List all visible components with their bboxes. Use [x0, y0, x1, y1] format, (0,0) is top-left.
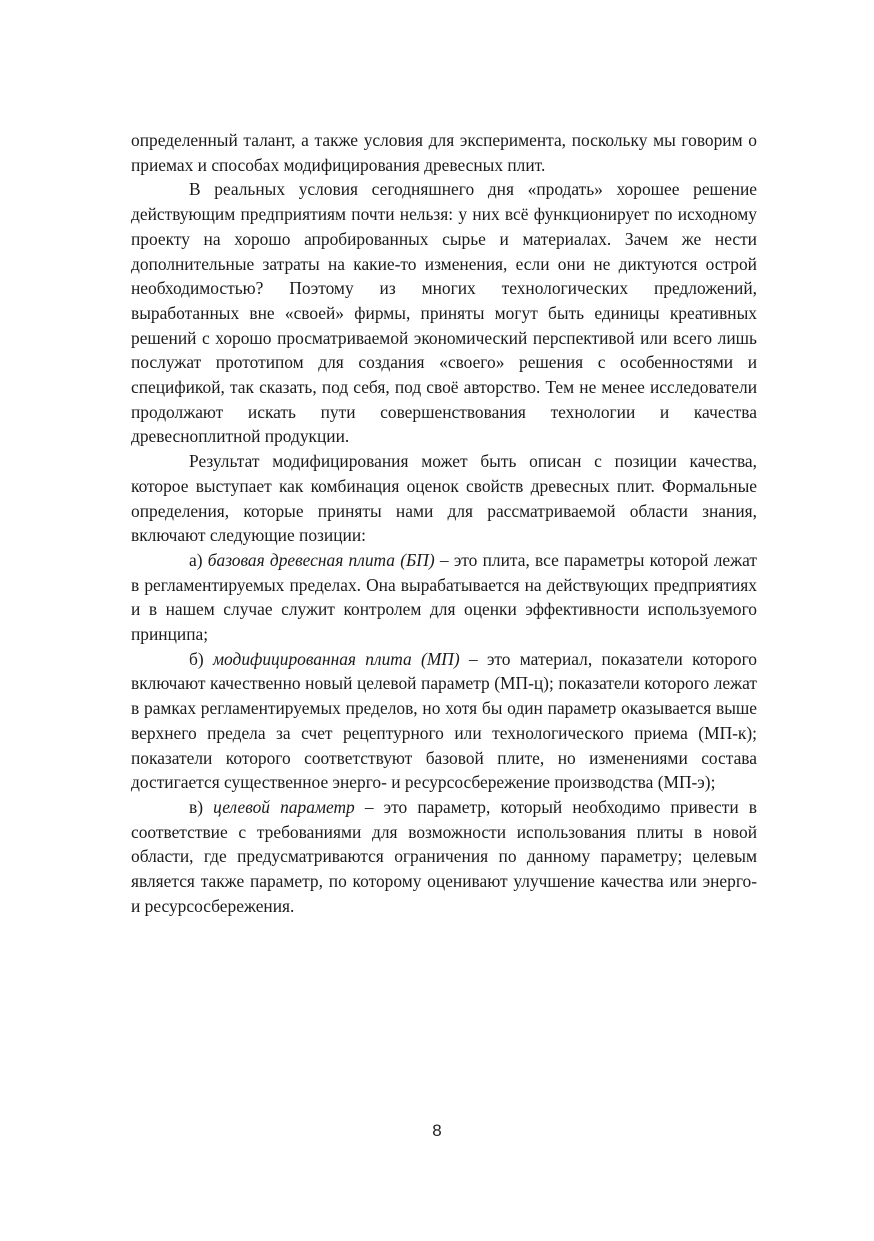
page-body: [131, 128, 757, 919]
page-number: 8: [432, 1121, 442, 1140]
item-c-text: – это параметр, который необходимо привести в соответствие с требованиями для возможности использования плиты в новой области, где предусматриваются ограничения по данному параметру; целевым является также параметр, по которому оценивают улучшение качества или энерго- и ресурсосбережения.: [131, 796, 757, 916]
definition-item-a: [131, 548, 757, 647]
item-b-term: модифицированная плита (МП): [212, 648, 460, 669]
item-c-prefix: в): [189, 796, 214, 817]
paragraph-intro: определенный талант, а также условия для эксперимента, поскольку мы говорим о приемах и способах модифицирования древесных плит.: [131, 130, 757, 175]
definition-item-b: [131, 647, 757, 795]
paragraph-market: В реальных условия сегодняшнего дня «продать» хорошее решение действующим предприятиям почти нельзя: у них всё функционирует по исходному проекту на хорошо апробированных сырье и материалах. Зачем же нести дополнительные затраты на какие-то изменения, если они не диктуются острой необходимостью? Поэтому из многих технологических предложений, выработанных вне «своей» фирмы, приняты могут быть единицы креативных решений с хорошо просматриваемой экономический перспективой или всего лишь послужат прототипом для создания «своего» решения с особенностями и спецификой, так сказать, под себя, под своё авторство. Тем не менее исследователи продолжают искать пути совершенствования технологии и качества древесноплитной продукции.: [131, 179, 757, 447]
item-b-text: – это материал, показатели которого включают качественно новый целевой параметр (МП-ц); показатели которого лежат в рамках регламентируемых пределов, но хотя бы один параметр оказывается выше верхнего предела за счет рецептурного или технологического приема (МП-к); показатели которого соответствуют базовой плите, но изменениями состава достигается существенное энерго- и ресурсосбережение производства (МП-э);: [131, 648, 757, 793]
definition-item-c: [131, 795, 757, 919]
item-b-prefix: б): [189, 648, 213, 669]
item-a-term: базовая древесная плита (БП): [207, 549, 435, 570]
item-a-prefix: а): [189, 549, 208, 570]
paragraph-definitions-intro: Результат модифицирования может быть описан с позиции качества, которое выступает как комбинация оценок свойств древесных плит. Формальные определения, которые приняты нами для рассматриваемой области знания, включают следующие позиции:: [131, 451, 757, 546]
item-c-term: целевой параметр: [213, 796, 355, 817]
item-a-text: – это плита, все параметры которой лежат в регламентируемых пределах. Она вырабатывается на действующих предприятиях и в нашем случае служит контролем для оценки эффективности используемого принципа;: [131, 549, 757, 645]
